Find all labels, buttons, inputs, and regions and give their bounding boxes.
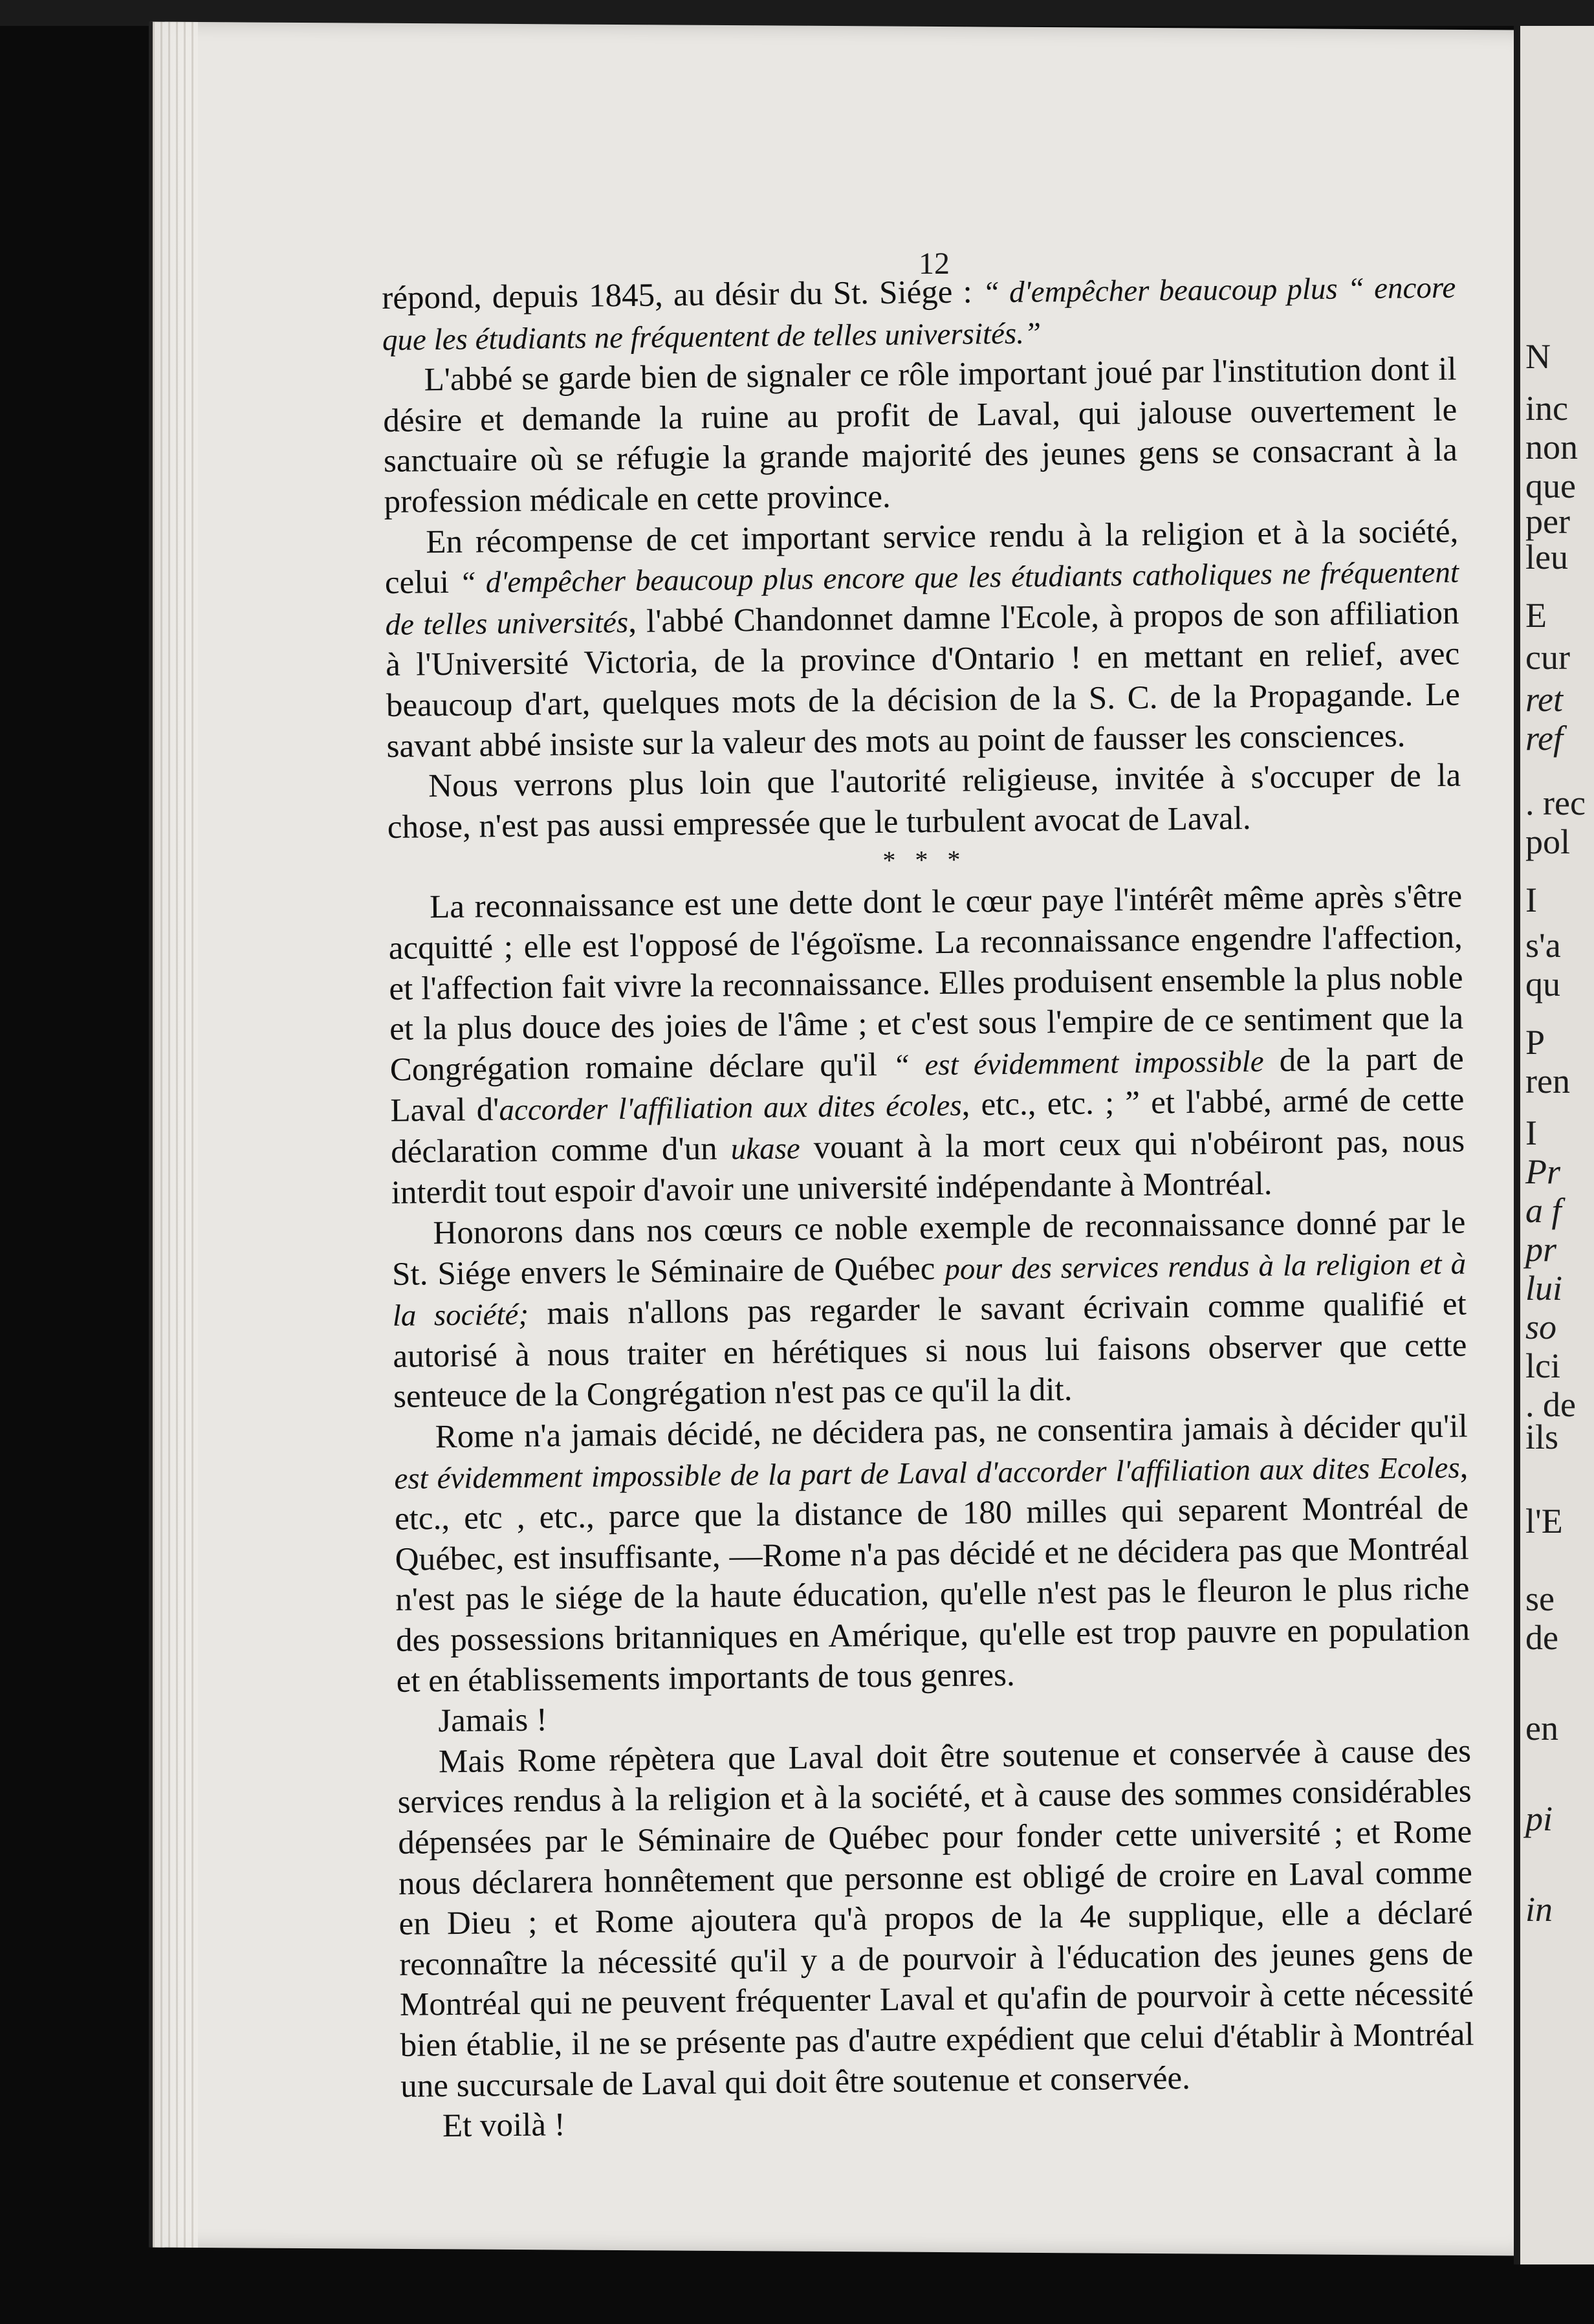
adjacent-page-word: non bbox=[1525, 428, 1578, 466]
text-run: Honorons dans nos cœurs ce noble exemple de reconnaissance donné par le St. Siége envers le Séminaire de Québec bbox=[391, 1204, 1466, 1293]
adjacent-page-word: Pr bbox=[1525, 1152, 1560, 1191]
paragraph bbox=[387, 756, 1461, 848]
text-run: vouant à la mort ceux qui n'obéiront pas, nous interdit tout espoir d'avoir une université indépendante à Montréal. bbox=[391, 1123, 1465, 1212]
adjacent-page-word: in bbox=[1525, 1890, 1553, 1929]
adjacent-page-word: ref bbox=[1525, 719, 1563, 758]
paragraph bbox=[393, 1407, 1470, 1702]
adjacent-page-word: I bbox=[1525, 1113, 1537, 1152]
adjacent-page-word: en bbox=[1525, 1709, 1558, 1748]
text-run: Et voilà ! bbox=[442, 2107, 565, 2145]
text-run: de la part de Laval d' bbox=[390, 1040, 1465, 1130]
paragraph bbox=[382, 349, 1458, 523]
text-run: répond, depuis 1845, au désir du St. Siége : bbox=[382, 274, 983, 316]
adjacent-page-word: P bbox=[1525, 1023, 1545, 1062]
adjacent-page-word: so bbox=[1525, 1308, 1557, 1346]
text-run: , l'abbé Chandonnet damne l'Ecole, à propos de son affiliation à l'Université Victoria, de la province d'Ontario ! en mettant en relief, avec beaucoup d'art, quelques mots de la décision de la S. C. de la Propagande. Le savant abbé insiste sur la valeur des mots au point de fausser les consciences. bbox=[385, 595, 1461, 765]
adjacent-page-word: . rec bbox=[1525, 784, 1586, 822]
text-run: En récompense de cet important service rendu à la religion et à la société, celui bbox=[384, 513, 1459, 602]
italic-quote: “ d'empêcher beaucoup plus “ encore que les étudiants ne fréquentent de telles universités.” bbox=[382, 270, 1456, 357]
adjacent-page-word: N bbox=[1525, 337, 1551, 376]
adjacent-page-word: per bbox=[1525, 502, 1570, 541]
italic-quote: “ d'empêcher beaucoup plus encore que les étudiants catholiques ne fréquentent de telles universités bbox=[385, 555, 1459, 642]
adjacent-page-word: pol bbox=[1525, 822, 1571, 861]
page-stack-edge bbox=[153, 22, 198, 2248]
adjacent-page-word: pi bbox=[1525, 1799, 1553, 1838]
adjacent-page-word: qu bbox=[1525, 965, 1560, 1003]
italic-quote: est évidemment impossible de la part de Laval d'accorder l'affiliation aux dites Ecoles bbox=[394, 1451, 1460, 1496]
adjacent-page-word: lci bbox=[1525, 1346, 1560, 1385]
adjacent-page-word: inc bbox=[1525, 389, 1568, 428]
text-run: Jamais ! bbox=[438, 1702, 548, 1740]
adjacent-page-word: ren bbox=[1525, 1062, 1570, 1101]
paragraph bbox=[397, 1731, 1475, 2107]
adjacent-page-word: se bbox=[1525, 1579, 1555, 1618]
italic-quote: “ est évidemment impossible bbox=[892, 1044, 1264, 1082]
paragraph bbox=[391, 1203, 1467, 1418]
adjacent-page-word: pr bbox=[1525, 1230, 1557, 1269]
adjacent-page-word: s'a bbox=[1525, 926, 1561, 965]
adjacent-page-word: I bbox=[1525, 881, 1537, 919]
text-run: mais n'allons pas regarder le savant écrivain comme qualifié et autorisé à nous traiter en hérétiques si nous lui faisons observer que cette senteuce de la Congrégation n'est pas ce qu'il la dit. bbox=[393, 1286, 1467, 1416]
text-run: Mais Rome répètera que Laval doit être soutenue et conservée à cause des services rendus à la religion et à la société, et à cause des sommes considérables dépensées par le Séminaire de Québec pour fonder cette université ; et Rome nous déclarera honnêtement que personne est obligé de croire en Laval comme en Dieu ; et Rome ajoutera qu'à propos de la 4e supplique, elle a déclaré reconnaître la nécessité qu'il y a de pourvoir à l'éducation des jeunes gens de Montréal qui ne peuvent fréquenter Laval et qu'afin de pourvoir à cette nécessité bien établie, il ne se présente pas d'autre expédient que celui d'établir à Montréal une succursale de Laval qui doit être soutenue et conservée. bbox=[397, 1733, 1474, 2105]
adjacent-page-word: ret bbox=[1525, 680, 1563, 719]
paragraph bbox=[388, 877, 1465, 1214]
adjacent-page-word: leu bbox=[1525, 538, 1568, 576]
page-body-text bbox=[382, 267, 1475, 2147]
italic-quote: accorder l'affiliation aux dites écoles bbox=[499, 1088, 962, 1128]
text-run: Rome n'a jamais décidé, ne décidera pas, ne consentira jamais à décider qu'il bbox=[435, 1408, 1468, 1456]
adjacent-page-word: que bbox=[1525, 466, 1576, 505]
adjacent-page-word: ils bbox=[1525, 1418, 1559, 1456]
italic-quote: pour des services rendus à la religion et à la société; bbox=[392, 1247, 1467, 1333]
adjacent-page-word: lui bbox=[1525, 1269, 1563, 1308]
adjacent-page-word: a f bbox=[1525, 1191, 1562, 1230]
text-run: La reconnaissance est une dette dont le cœur paye l'intérêt même après s'être acquitté ; elle est l'opposé de l'égoïsme. La reconnaissance engendre l'affection, et l'affection fait vivre la reconnaissance. Elles produisent ensemble la plus noble et la plus douce des joies de l'âme ; et c'est sous l'empire de ce sentiment que la Congrégation romaine déclare qu'il bbox=[388, 878, 1464, 1088]
text-run: , etc., etc. ; ” et l'abbé, armé de cette déclaration comme d'un bbox=[390, 1081, 1465, 1170]
adjacent-page-word: E bbox=[1525, 596, 1547, 635]
paragraph bbox=[382, 267, 1456, 361]
adjacent-page-word: l'E bbox=[1525, 1502, 1563, 1540]
text-run: Nous verrons plus loin que l'autorité religieuse, invitée à s'occuper de la chose, n'est pas aussi empressée que le turbulent avocat de Laval. bbox=[387, 757, 1461, 846]
text-run: L'abbé se garde bien de signaler ce rôle important joué par l'institution dont il désire et demande la ruine au profit de Laval, qui jalouse ouvertement le sanctuaire où se réfugie la grande majorité des jeunes gens se consacrant à la profession médicale en cette province. bbox=[383, 351, 1458, 520]
italic-quote: ukase bbox=[730, 1132, 800, 1167]
paragraph bbox=[384, 511, 1461, 767]
adjacent-page-fragment bbox=[1514, 26, 1594, 2264]
adjacent-page-word: de bbox=[1525, 1618, 1558, 1657]
section-separator: * * * bbox=[882, 844, 967, 875]
page-number: 12 bbox=[919, 247, 950, 281]
adjacent-page-word: cur bbox=[1525, 638, 1570, 677]
text-run: , etc., etc , etc., parce que la distance de 180 milles qui separent Montréal de Québec, est insuffisante, —Rome n'a pas décidé et ne décidera pas que Montréal n'est pas le siége de la haute éducation, qu'elle n'est pas le fleuron le plus riche des possessions britanniques en Amérique, qu'elle est trop pauvre en population et en établissements importants de tous genres. bbox=[394, 1449, 1470, 1700]
adjacent-page-word: . de bbox=[1525, 1385, 1576, 1424]
